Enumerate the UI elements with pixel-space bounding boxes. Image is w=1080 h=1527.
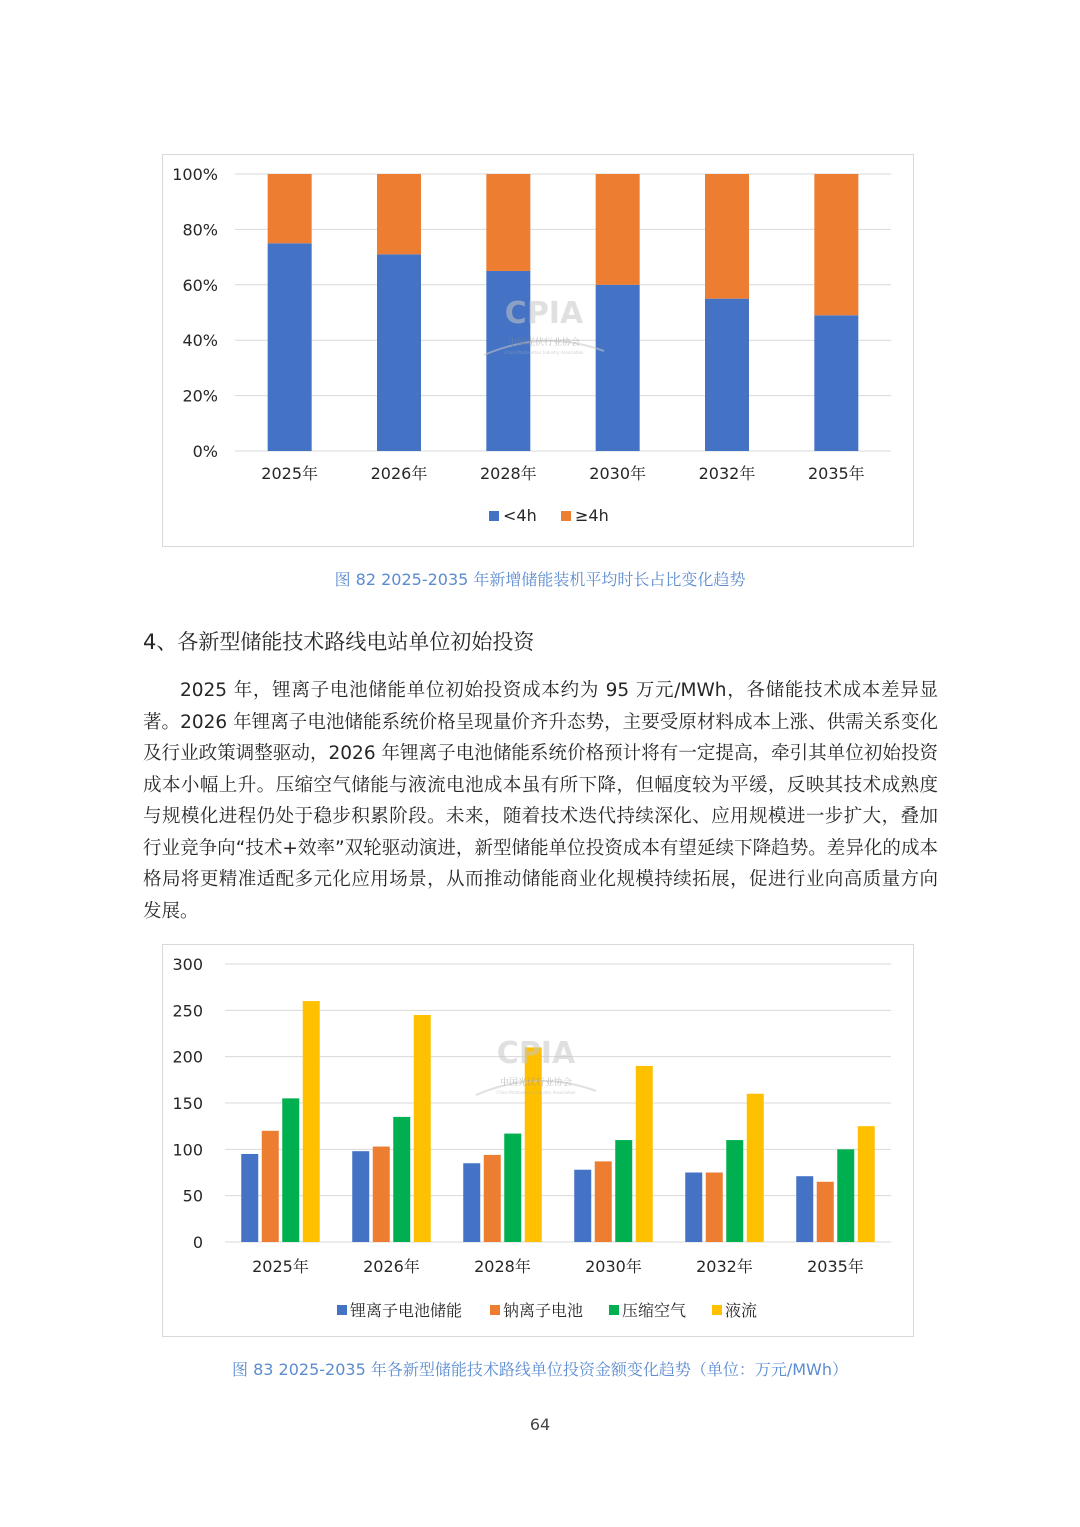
- watermark-text: 中国光伏行业协会: [499, 1078, 573, 1088]
- bar-4h-2032: [705, 174, 749, 299]
- watermark-subtext: China Photovoltaic Industry Association: [504, 350, 584, 355]
- bar-series2-2026: [373, 1147, 390, 1242]
- legend-label-4h: <4h: [503, 506, 537, 525]
- bar-4h-2025: [268, 174, 312, 243]
- x-tick-label: 2028年: [474, 1257, 531, 1276]
- bar-series2-2032: [706, 1173, 723, 1243]
- y-tick-label: 200: [172, 1047, 203, 1067]
- x-tick-label: 2035年: [807, 464, 865, 483]
- x-tick-label: 2026年: [363, 1257, 420, 1276]
- y-tick-label: 250: [172, 1001, 203, 1021]
- x-tick-label: 2035年: [807, 1257, 864, 1276]
- legend-swatch-4h: [561, 511, 571, 521]
- watermark-logo: CPIA: [496, 1036, 576, 1071]
- watermark-text: 中国光伏行业协会: [507, 338, 581, 348]
- bar-series3-2028: [504, 1134, 521, 1242]
- y-tick-label: 100: [172, 1140, 203, 1160]
- watermark-logo: CPIA: [504, 296, 584, 331]
- bar-4h-2030: [596, 285, 640, 451]
- bar-series4-2032: [747, 1094, 764, 1242]
- bar-series4-2026: [414, 1015, 431, 1242]
- x-tick-label: 2032年: [698, 464, 756, 483]
- legend-swatch-series2: [490, 1305, 500, 1315]
- bar-series3-2032: [726, 1140, 743, 1242]
- bar-series1-2030: [574, 1170, 591, 1242]
- legend-label-series2: 钠离子电池: [503, 1301, 584, 1320]
- watermark-subtext: China Photovoltaic Industry Association: [496, 1090, 576, 1095]
- legend-swatch-series1: [337, 1305, 347, 1315]
- x-tick-label: 2025年: [252, 1257, 309, 1276]
- bar-4h-2025: [268, 243, 312, 451]
- y-tick-label: 20%: [182, 386, 218, 406]
- y-tick-label: 60%: [182, 275, 218, 295]
- figure-82-caption: 图 82 2025-2035 年新增储能装机平均时长占比变化趋势: [334, 570, 746, 589]
- legend-swatch-4h: [489, 511, 499, 521]
- grouped-bar-chart: [163, 945, 913, 1336]
- bar-series1-2035: [796, 1176, 813, 1242]
- bar-4h-2035: [814, 174, 858, 315]
- section-heading: 4、各新型储能技术路线电站单位初始投资: [143, 630, 535, 654]
- bar-series3-2026: [393, 1117, 410, 1242]
- bar-series4-2035: [858, 1126, 875, 1242]
- y-tick-label: 40%: [182, 331, 218, 351]
- chart-unit-investment: [162, 944, 914, 1337]
- bar-series2-2035: [817, 1182, 834, 1242]
- x-tick-label: 2030年: [585, 1257, 642, 1276]
- legend-label-series3: 压缩空气: [622, 1301, 687, 1320]
- legend-label-4h: ≥4h: [575, 506, 609, 525]
- figure-83-caption: 图 83 2025-2035 年各新型储能技术路线单位投资金额变化趋势（单位：万元/MWh）: [232, 1360, 848, 1379]
- x-tick-label: 2030年: [589, 464, 647, 483]
- legend-label-series1: 锂离子电池储能: [350, 1301, 463, 1320]
- bar-series1-2025: [241, 1154, 258, 1242]
- bar-4h-2032: [705, 299, 749, 451]
- bar-4h-2026: [377, 254, 421, 451]
- x-tick-label: 2026年: [370, 464, 428, 483]
- x-tick-label: 2028年: [479, 464, 537, 483]
- bar-series4-2028: [525, 1047, 542, 1242]
- bar-series4-2030: [636, 1066, 653, 1242]
- bar-4h-2028: [486, 174, 530, 271]
- bar-series4-2025: [303, 1001, 320, 1242]
- x-tick-label: 2025年: [261, 464, 319, 483]
- bar-series3-2035: [837, 1149, 854, 1242]
- bar-4h-2035: [814, 315, 858, 451]
- body-paragraph: 2025 年，锂离子电池储能单位初始投资成本约为 95 万元/MWh，各储能技术成本差异显著。2026 年锂离子电池储能系统价格呈现量价齐升态势，主要受原材料成本上涨、供需关系变化及行业政策调整驱动，2026 年锂离子电池储能系统价格预计将有一定提高，牵引其单位初始投资成本小幅上升。压缩空气储能与液流电池成本虽有所下降，但幅度较为平缓，反映其技术成熟度与规模化进程仍处于稳步积累阶段。未来，随着技术迭代持续深化、应用规模进一步扩大，叠加行业竞争向“技术+效率”双轮驱动演进，新型储能单位投资成本有望延续下降趋势。差异化的成本格局将更精准适配多元化应用场景，从而推动储能商业化规模持续拓展，促进行业向高质量方向发展。: [143, 680, 938, 922]
- y-tick-label: 300: [172, 955, 203, 974]
- legend-swatch-series3: [609, 1305, 619, 1315]
- legend-label-series4: 液流: [725, 1301, 758, 1320]
- bar-series2-2030: [595, 1161, 612, 1242]
- y-tick-label: 0%: [192, 442, 218, 461]
- bar-series1-2026: [352, 1151, 369, 1242]
- bar-series1-2032: [685, 1173, 702, 1243]
- bar-series3-2030: [615, 1140, 632, 1242]
- bar-series2-2025: [262, 1131, 279, 1242]
- stacked-bar-chart: [163, 155, 913, 546]
- bar-4h-2030: [596, 174, 640, 285]
- bar-series2-2028: [484, 1155, 501, 1242]
- bar-4h-2026: [377, 174, 421, 254]
- chart-duration-share: [162, 154, 914, 547]
- y-tick-label: 150: [172, 1094, 203, 1113]
- y-tick-label: 0: [192, 1233, 203, 1252]
- x-tick-label: 2032年: [696, 1257, 753, 1276]
- cpia-watermark: [476, 1036, 596, 1095]
- y-tick-label: 50: [182, 1186, 203, 1206]
- bar-series3-2025: [282, 1098, 299, 1242]
- legend-swatch-series4: [712, 1305, 722, 1315]
- y-tick-label: 100%: [172, 165, 218, 184]
- page-number: 64: [529, 1415, 551, 1434]
- bar-series1-2028: [463, 1163, 480, 1242]
- y-tick-label: 80%: [182, 220, 218, 240]
